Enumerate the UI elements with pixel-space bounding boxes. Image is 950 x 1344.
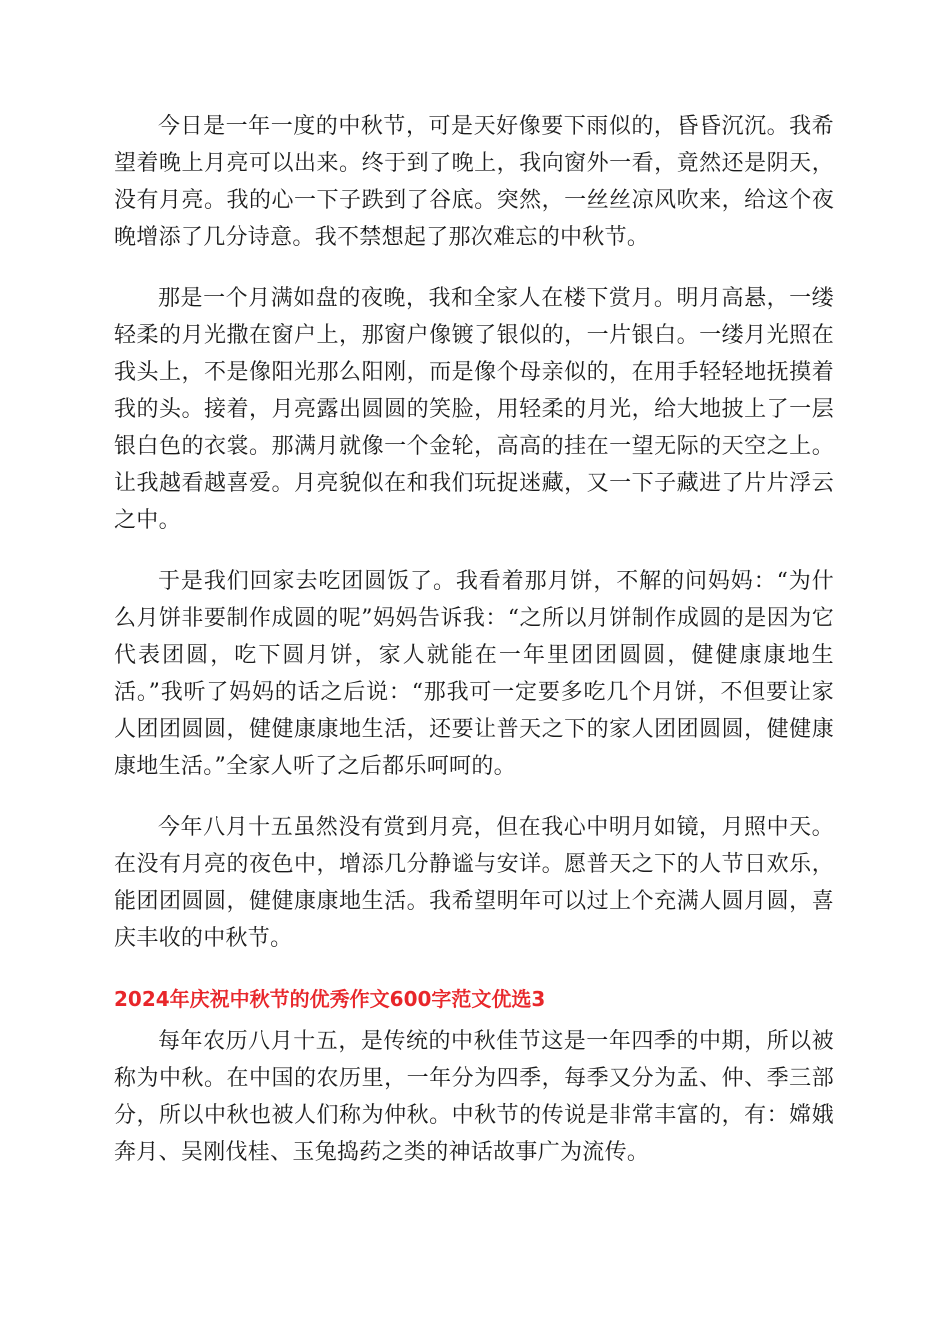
paragraph-3: 于是我们回家去吃团圆饭了。我看着那月饼，不解的问妈妈：“为什么月饼非要制作成圆的呢”妈妈告诉我：“之所以月饼制作成圆的是因为它代表团圆，吃下圆月饼，家人就能在一年里团团圆圆，健健康康地生活。”我听了妈妈的话之后说：“那我可一定要多吃几个月饼，不但要让家人团团圆圆，健健康康地生活，还要让普天之下的家人团团圆圆，健健康康地生活。”全家人听了之后都乐呵呵的。 [114,569,834,779]
document-page [114,108,834,1195]
paragraph-4: 今年八月十五虽然没有赏到月亮，但在我心中明月如镜，月照中天。在没有月亮的夜色中，增添几分静谧与安详。愿普天之下的人节日欢乐，能团团圆圆，健健康康地生活。我希望明年可以过上个充满人圆月圆，喜庆丰收的中秋节。 [114,815,834,951]
section-heading: 2024年庆祝中秋节的优秀作文600字范文优选3 [114,987,546,1011]
paragraph-5: 每年农历八月十五，是传统的中秋佳节这是一年四季的中期，所以被称为中秋。在中国的农历里，一年分为四季，每季又分为孟、仲、季三部分，所以中秋也被人们称为仲秋。中秋节的传说是非常丰富的，有：嫦娥奔月、吴刚伐桂、玉兔捣药之类的神话故事广为流传。 [114,1029,834,1165]
paragraph-1: 今日是一年一度的中秋节，可是天好像要下雨似的，昏昏沉沉。我希望着晚上月亮可以出来。终于到了晚上，我向窗外一看，竟然还是阴天，没有月亮。我的心一下子跌到了谷底。突然，一丝丝凉风吹来，给这个夜晚增添了几分诗意。我不禁想起了那次难忘的中秋节。 [114,114,834,250]
paragraph-2: 那是一个月满如盘的夜晚，我和全家人在楼下赏月。明月高悬，一缕轻柔的月光撒在窗户上，那窗户像镀了银似的，一片银白。一缕月光照在我头上，不是像阳光那么阳刚，而是像个母亲似的，在用手轻轻地抚摸着我的头。接着，月亮露出圆圆的笑脸，用轻柔的月光，给大地披上了一层银白色的衣裳。那满月就像一个金轮，高高的挂在一望无际的天空之上。让我越看越喜爱。月亮貌似在和我们玩捉迷藏，又一下子藏进了片片浮云之中。 [114,286,834,533]
